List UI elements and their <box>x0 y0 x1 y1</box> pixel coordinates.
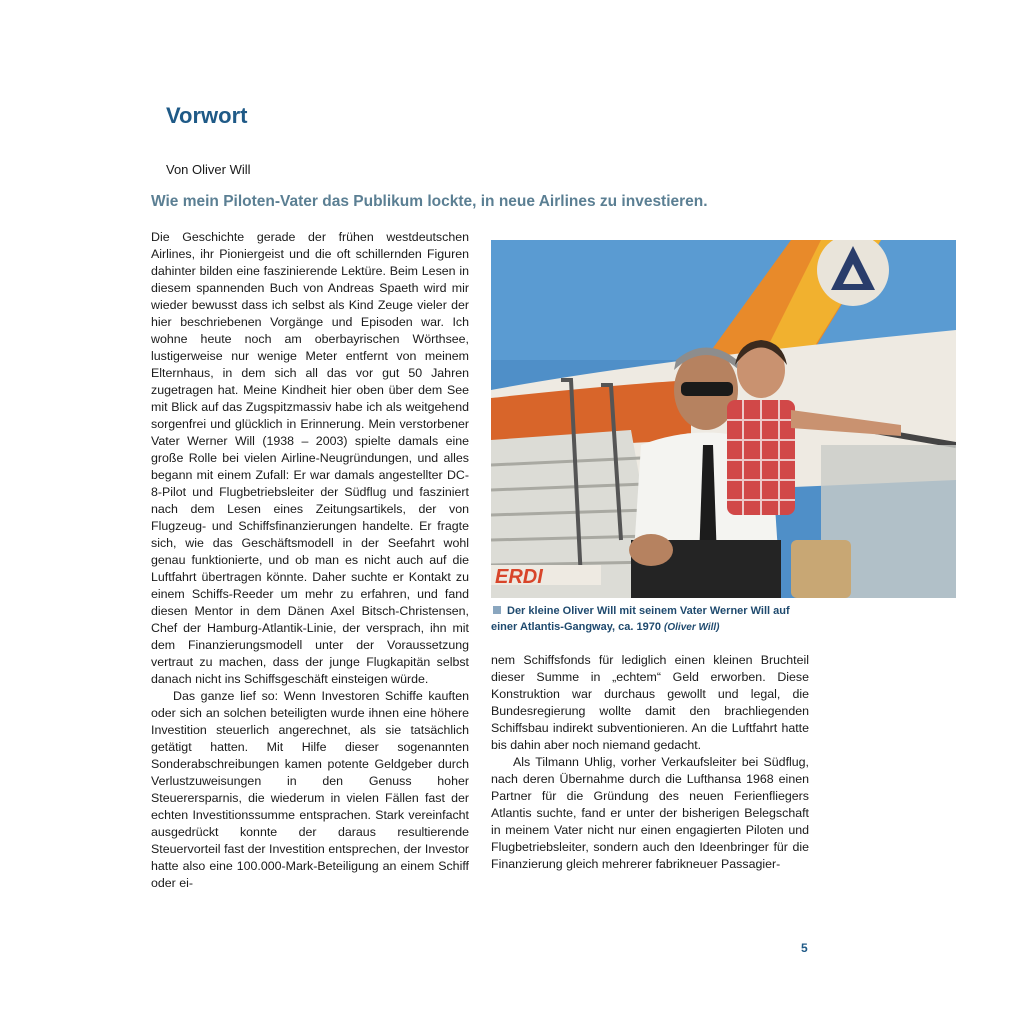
fuselage-lettering: ERDI <box>495 566 543 588</box>
page-number: 5 <box>801 941 808 955</box>
paragraph: Als Tilmann Uhlig, vorher Verkaufsleiter bei Südflug, nach deren Übernahme durch die Lufthansa 1968 einen Partner für die Gründung des neuen Ferienfliegers Atlantis suchte, fand er unter der bisherigen Belegschaft in meinem Vater nicht nur einen engagierten Piloten und Flugbetriebsleiter, sondern auch den Ideenbringer für die Finanzierung gleich mehrerer fabrikneuer Passagier- <box>491 755 809 871</box>
caption-text: Der kleine Oliver Will mit seinem Vater Werner Will auf einer Atlantis-Gangway, ca. 1970 <box>491 605 790 633</box>
author-line: Von Oliver Will <box>166 162 251 177</box>
text-column-right <box>491 652 809 873</box>
chapter-title: Vorwort <box>166 103 248 128</box>
paragraph: nem Schiffsfonds für lediglich einen kleinen Bruchteil dieser Summe in „echtem“ Geld erworben. Diese Konstruktion war durchaus gewollt und legal, die Bundesregierung wollte damit den brachliegenden Schiffsbau indirekt subventionieren. An die Luftfahrt hatte bis dahin aber noch niemand gedacht. <box>491 653 809 752</box>
caption-marker-icon <box>493 606 501 614</box>
photo-pilot-and-son <box>491 240 956 598</box>
paragraph: Die Geschichte gerade der frühen westdeutschen Airlines, ihr Pioniergeist und die oft schillernden Figuren dahinter bilden eine faszinierende Lektüre. Beim Lesen in diesem spannenden Buch von Andreas Spaeth wird mir wieder bewusst dass ich selbst als Kind Zeuge vieler der hier beschriebenen Vorgänge und Episoden war. Ich wohne heute noch am oberbayrischen Wörthsee, lustigerweise nur wenige Meter entfernt von meinem Elternhaus, in dem sich all das vor gut 50 Jahren zugetragen hat. Meine Kindheit hier oben über dem See mit Blick auf das Zugspitzmassiv habe ich als weitgehend sorgenfrei und glücklich in Erinnerung. Mein verstorbener Vater Werner Will (1938 – 2003) spielte damals eine große Rolle bei vielen Airline-Neugründungen, und alles begann mit einem Zufall: Er war damals angestellter DC-8-Pilot und Flugbetriebsleiter der Südflug und fasziniert nach dem Lesen eines Zeitungsartikels, der von Flugzeug- und Schiffsfinanzierungen handelte. Er fragte sich, wie das Geschäftsmodell in der Seefahrt wohl genau funktionierte, und ob man es nicht auch auf die Luftfahrt übertragen könnte. Daher suchte er Kontakt zu einem Schiffs-Reeder um mehr zu erfahren, und fand diesen Mentor in dem Dänen Axel Bitsch-Christensen, Chef der Hamburg-Atlantik-Linie, der versprach, ihn mit dem Finanzierungsmodell unter der Voraussetzung vertraut zu machen, dass der junge Flugkapitän selbst danach nicht ins Schiffsgeschäft einsteigen würde. <box>151 230 469 686</box>
paragraph: Das ganze lief so: Wenn Investoren Schiffe kauften oder sich an solchen beteiligten wurde ihnen eine höhere Investition steuerlich angerechnet, als sie tatsächlich getätigt hatten. Mit Hilfe dieser sogenannten Sonderabschreibungen kamen potente Geldgeber durch Verlustzuweisungen in den Genuss hoher Steuerersparnis, die wiederum in vielen Fällen fast der echten Investitionssumme entsprachen. Stark vereinfacht ausgedrückt konnte der daraus resultierende Steuervorteil fast der Investition entsprechen, der Investor hatte also eine 100.000-Mark-Beteiligung an einem Schiff oder ei- <box>151 689 469 890</box>
photo-credit: (Oliver Will) <box>664 622 720 633</box>
photo-caption <box>491 603 811 636</box>
lead-subheading: Wie mein Piloten-Vater das Publikum lockte, in neue Airlines zu investieren. <box>151 193 708 210</box>
text-column-left <box>151 229 469 892</box>
